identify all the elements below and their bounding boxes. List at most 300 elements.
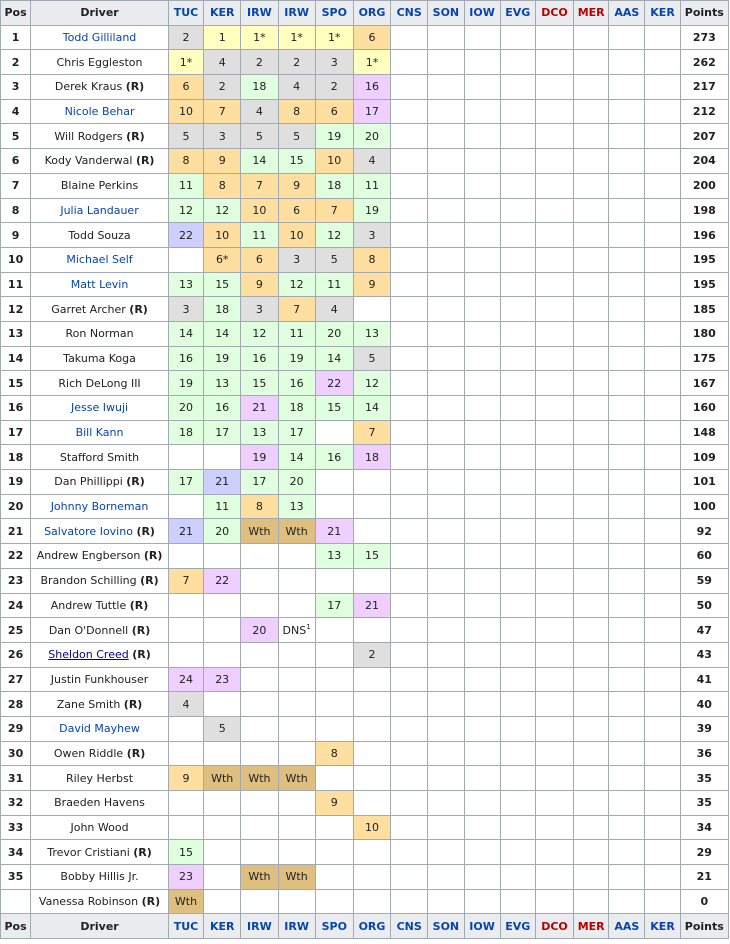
race-result-cell (645, 618, 680, 643)
race-result: 6 (182, 80, 190, 94)
race-result-cell (609, 272, 645, 297)
position-cell: 16 (1, 396, 31, 421)
race-result-cell (278, 75, 315, 100)
rookie-marker: (R) (141, 895, 161, 909)
race-result-cell (500, 741, 535, 766)
race-result-cell (168, 470, 203, 495)
race-result-cell (609, 618, 645, 643)
race-result-cell (535, 494, 573, 519)
position-cell: 27 (1, 667, 31, 692)
race-result-cell (609, 149, 645, 174)
race-result: 9 (293, 179, 301, 193)
race-result-cell (168, 297, 203, 322)
driver-name[interactable]: Nicole Behar (64, 105, 135, 119)
race-result-cell (391, 25, 428, 50)
position-cell: 30 (1, 741, 31, 766)
race-result-cell (278, 445, 315, 470)
race-result-cell (500, 75, 535, 100)
race-result-cell (204, 75, 241, 100)
race-result-cell (500, 321, 535, 346)
race-result-cell (609, 544, 645, 569)
race-result-cell (168, 791, 203, 816)
race-result-cell (168, 346, 203, 371)
header-race-irw-2[interactable]: IRW (278, 1, 315, 26)
points-cell: 41 (680, 667, 728, 692)
position-cell: 34 (1, 840, 31, 865)
race-result-cell (609, 494, 645, 519)
race-result-cell (391, 297, 428, 322)
footer-race-mer[interactable]: MER (574, 914, 609, 939)
race-result-cell (278, 124, 315, 149)
race-result: 3 (293, 253, 301, 267)
race-result-cell (645, 420, 680, 445)
footer-race-ker[interactable]: KER (204, 914, 241, 939)
race-result-cell (204, 420, 241, 445)
race-result-cell (241, 297, 278, 322)
driver-name[interactable]: Michael Self (66, 253, 133, 267)
race-result-cell (609, 593, 645, 618)
race-result-cell (574, 321, 609, 346)
race-result-cell (391, 445, 428, 470)
race-result: 19 (327, 129, 342, 143)
race-result-cell (241, 420, 278, 445)
race-result-cell (241, 75, 278, 100)
race-result: 5 (293, 129, 301, 143)
race-result-cell (464, 840, 500, 865)
race-result-cell (353, 544, 390, 569)
position-cell: 19 (1, 470, 31, 495)
race-result-cell (574, 346, 609, 371)
race-result-cell (574, 865, 609, 890)
race-result-cell (428, 173, 464, 198)
driver-name[interactable]: Todd Gilliland (62, 31, 137, 45)
driver-cell (31, 642, 169, 667)
race-result: 16 (289, 376, 304, 390)
table-row (1, 396, 729, 421)
race-result-cell (168, 396, 203, 421)
driver-name: Braeden Havens (54, 796, 145, 810)
header-race-evg[interactable]: EVG (500, 1, 535, 26)
footer-race-ker-2[interactable]: KER (645, 914, 680, 939)
footer-race-tuc[interactable]: TUC (168, 914, 203, 939)
table-row (1, 321, 729, 346)
race-result-cell (535, 124, 573, 149)
position-cell: 10 (1, 247, 31, 272)
race-result: 9 (182, 771, 190, 785)
race-result-cell (464, 791, 500, 816)
race-result-cell (645, 593, 680, 618)
driver-name: Blaine Perkins (60, 179, 139, 193)
race-result: 11 (179, 179, 193, 193)
race-result-cell (204, 247, 241, 272)
race-result-cell (353, 642, 390, 667)
table-row (1, 519, 729, 544)
header-race-iow[interactable]: IOW (464, 1, 500, 26)
points-cell: 200 (680, 173, 728, 198)
driver-name: Chris Eggleston (56, 55, 143, 69)
race-result-cell (168, 321, 203, 346)
race-result-cell (645, 889, 680, 914)
race-result-cell (315, 223, 353, 248)
race-result-cell (464, 445, 500, 470)
race-result-cell (168, 50, 203, 75)
driver-name[interactable]: Bill Kann (75, 426, 124, 440)
race-result-cell (535, 519, 573, 544)
header-race-aas[interactable]: AAS (609, 1, 645, 26)
race-result-cell (353, 791, 390, 816)
race-result-cell (278, 420, 315, 445)
table-row (1, 618, 729, 643)
race-result-cell (574, 223, 609, 248)
race-result-cell (500, 346, 535, 371)
driver-cell (31, 223, 169, 248)
race-result-cell (500, 815, 535, 840)
race-result-cell (241, 321, 278, 346)
position-cell: 28 (1, 692, 31, 717)
race-result-cell (241, 396, 278, 421)
race-result-cell (535, 618, 573, 643)
race-result-cell (204, 889, 241, 914)
race-result: 17 (252, 475, 267, 489)
race-result-cell (353, 321, 390, 346)
race-result-cell (535, 272, 573, 297)
race-result-cell (204, 297, 241, 322)
driver-name[interactable]: Julia Landauer (60, 203, 139, 217)
race-result-cell (609, 815, 645, 840)
race-result-cell (241, 593, 278, 618)
race-result-cell (464, 470, 500, 495)
race-result-cell (278, 297, 315, 322)
points-cell: 101 (680, 470, 728, 495)
race-result-cell (464, 297, 500, 322)
race-result-cell (500, 470, 535, 495)
race-result-cell (645, 865, 680, 890)
race-result-cell (464, 865, 500, 890)
race-result-cell (391, 247, 428, 272)
race-result: 22 (215, 574, 230, 588)
race-result: 3 (330, 55, 338, 69)
race-result: 16 (327, 450, 342, 464)
position-cell: 5 (1, 124, 31, 149)
race-result-cell (500, 889, 535, 914)
race-result-cell (204, 865, 241, 890)
race-result-cell (391, 321, 428, 346)
table-row (1, 272, 729, 297)
race-result-cell (204, 618, 241, 643)
race-result-cell (391, 346, 428, 371)
race-result-cell (353, 815, 390, 840)
header-race-ker-2[interactable]: KER (645, 1, 680, 26)
race-result: DNS (282, 623, 307, 637)
race-result-cell (353, 667, 390, 692)
race-result-cell (535, 396, 573, 421)
race-result-cell (609, 297, 645, 322)
race-result-cell (204, 272, 241, 297)
race-result-cell (204, 568, 241, 593)
driver-name[interactable]: Jesse Iwuji (71, 401, 129, 415)
table-row (1, 149, 729, 174)
race-result-cell (353, 75, 390, 100)
header-race-spo[interactable]: SPO (315, 1, 353, 26)
race-result-cell (391, 470, 428, 495)
header-race-ker[interactable]: KER (204, 1, 241, 26)
race-result: 13 (215, 376, 230, 390)
driver-name[interactable]: Sheldon Creed (48, 648, 129, 662)
race-result-cell (241, 247, 278, 272)
footer-race-evg[interactable]: EVG (500, 914, 535, 939)
race-result-cell (535, 741, 573, 766)
race-result: 7 (218, 105, 226, 119)
race-result-cell (204, 741, 241, 766)
driver-name: Zane Smith (56, 697, 121, 711)
table-row (1, 50, 729, 75)
race-result: 18 (215, 302, 230, 316)
header-race-son[interactable]: SON (428, 1, 464, 26)
race-result-cell (500, 766, 535, 791)
table-row (1, 247, 729, 272)
race-result-cell (241, 272, 278, 297)
race-result-cell (428, 692, 464, 717)
driver-name[interactable]: Salvatore Iovino (44, 524, 133, 538)
race-result-cell (391, 568, 428, 593)
points-cell: 167 (680, 371, 728, 396)
driver-cell (31, 840, 169, 865)
race-result-cell (204, 445, 241, 470)
race-result-cell (391, 544, 428, 569)
race-result-cell (500, 840, 535, 865)
race-result: 12 (327, 228, 342, 242)
race-result-cell (574, 642, 609, 667)
race-result-cell (500, 865, 535, 890)
race-result-cell (609, 716, 645, 741)
footer-race-aas[interactable]: AAS (609, 914, 645, 939)
race-result-cell (168, 667, 203, 692)
race-result-cell (500, 420, 535, 445)
race-result: 11 (327, 277, 342, 291)
driver-name: John Wood (70, 821, 129, 835)
points-cell: 0 (680, 889, 728, 914)
driver-name: Bobby Hillis Jr. (60, 870, 139, 884)
race-result-cell (574, 75, 609, 100)
position-cell: 35 (1, 865, 31, 890)
footer-race-dco[interactable]: DCO (535, 914, 573, 939)
race-result-cell (278, 149, 315, 174)
race-result-cell (278, 25, 315, 50)
table-row (1, 223, 729, 248)
race-result-cell (353, 716, 390, 741)
race-result-cell (168, 692, 203, 717)
race-result: 4 (368, 154, 376, 168)
driver-cell (31, 445, 169, 470)
race-result-cell (464, 618, 500, 643)
footer-race-cns[interactable]: CNS (391, 914, 428, 939)
race-result-cell (353, 149, 390, 174)
table-row (1, 297, 729, 322)
race-result-cell (391, 865, 428, 890)
points-cell: 35 (680, 791, 728, 816)
driver-cell (31, 173, 169, 198)
race-result: 24 (179, 672, 193, 686)
race-result-cell (391, 618, 428, 643)
race-result-cell (428, 321, 464, 346)
driver-name[interactable]: Matt Levin (70, 277, 129, 291)
race-result: 2 (218, 80, 226, 94)
position-cell: 13 (1, 321, 31, 346)
race-result: 8 (330, 746, 338, 760)
race-result: 20 (289, 475, 304, 489)
footer-race-spo[interactable]: SPO (315, 914, 353, 939)
race-result-cell (645, 716, 680, 741)
table-row (1, 124, 729, 149)
race-result-cell (609, 346, 645, 371)
race-result: 5 (218, 722, 226, 736)
race-result-cell (535, 692, 573, 717)
driver-name: Derek Kraus (54, 80, 123, 94)
header-pos: Pos (1, 1, 31, 26)
header-race-org[interactable]: ORG (353, 1, 390, 26)
race-result-cell (574, 25, 609, 50)
race-result-cell (278, 568, 315, 593)
race-result-cell (278, 371, 315, 396)
header-race-cns[interactable]: CNS (391, 1, 428, 26)
race-result-cell (500, 198, 535, 223)
race-result-cell (464, 371, 500, 396)
table-row (1, 791, 729, 816)
race-result-cell (428, 642, 464, 667)
race-result: 6* (215, 253, 229, 267)
race-result-cell (278, 346, 315, 371)
race-result-cell (428, 593, 464, 618)
driver-name[interactable]: Johnny Borneman (50, 500, 149, 514)
race-result-cell (278, 815, 315, 840)
race-result: 3 (255, 302, 263, 316)
header-race-irw[interactable]: IRW (241, 1, 278, 26)
race-result-cell (464, 889, 500, 914)
race-result: 21 (252, 401, 267, 415)
race-result-cell (315, 865, 353, 890)
race-result-cell (278, 470, 315, 495)
race-result: 14 (327, 351, 342, 365)
race-result: 13 (365, 327, 379, 341)
driver-cell (31, 593, 169, 618)
header-race-dco[interactable]: DCO (535, 1, 573, 26)
position-cell: 3 (1, 75, 31, 100)
race-result-cell (391, 716, 428, 741)
race-result-cell (535, 297, 573, 322)
footer-pos: Pos (1, 914, 31, 939)
race-result: 19 (365, 203, 379, 217)
race-result-cell (315, 568, 353, 593)
race-result-cell (315, 667, 353, 692)
race-result-cell (500, 173, 535, 198)
footer-race-org[interactable]: ORG (353, 914, 390, 939)
race-result-cell (500, 371, 535, 396)
race-result-cell (500, 272, 535, 297)
footer-race-iow[interactable]: IOW (464, 914, 500, 939)
race-result-cell (204, 50, 241, 75)
footer-row (1, 914, 729, 939)
race-result-cell (278, 593, 315, 618)
race-result-cell (645, 272, 680, 297)
race-result-cell (428, 519, 464, 544)
race-result-cell (428, 568, 464, 593)
race-result-cell (278, 99, 315, 124)
table-row (1, 692, 729, 717)
race-result-cell (645, 815, 680, 840)
footnote-reference[interactable]: 1 (306, 622, 311, 631)
footer-race-irw-2[interactable]: IRW (278, 914, 315, 939)
race-result-cell (241, 840, 278, 865)
race-result-cell (315, 470, 353, 495)
header-race-tuc[interactable]: TUC (168, 1, 203, 26)
race-result-cell (574, 766, 609, 791)
header-race-mer[interactable]: MER (574, 1, 609, 26)
race-result-cell (574, 692, 609, 717)
table-row (1, 815, 729, 840)
race-result-cell (168, 519, 203, 544)
race-result: 18 (252, 80, 267, 94)
race-result-cell (645, 223, 680, 248)
race-result-cell (609, 766, 645, 791)
position-cell (1, 889, 31, 914)
race-result-cell (391, 223, 428, 248)
race-result-cell (278, 716, 315, 741)
race-result-cell (204, 173, 241, 198)
position-cell: 22 (1, 544, 31, 569)
race-result-cell (428, 371, 464, 396)
driver-cell (31, 667, 169, 692)
points-cell: 35 (680, 766, 728, 791)
race-result-cell (168, 272, 203, 297)
table-row (1, 568, 729, 593)
race-result: 5 (368, 351, 376, 365)
race-result: 1* (328, 31, 341, 45)
race-result-cell (464, 815, 500, 840)
race-result-cell (353, 470, 390, 495)
race-result: 2 (182, 31, 190, 45)
race-result-cell (168, 371, 203, 396)
table-row (1, 494, 729, 519)
race-result-cell (535, 75, 573, 100)
race-result-cell (645, 75, 680, 100)
driver-name: Brandon Schilling (40, 574, 137, 588)
race-result-cell (574, 889, 609, 914)
race-result-cell (241, 544, 278, 569)
race-result-cell (315, 494, 353, 519)
race-result: 5 (255, 129, 263, 143)
race-result-cell (609, 223, 645, 248)
race-result-cell (500, 593, 535, 618)
position-cell: 20 (1, 494, 31, 519)
race-result-cell (241, 198, 278, 223)
footer-race-son[interactable]: SON (428, 914, 464, 939)
position-cell: 25 (1, 618, 31, 643)
race-result: 7 (368, 426, 376, 440)
points-cell: 39 (680, 716, 728, 741)
driver-cell (31, 99, 169, 124)
race-result-cell (391, 840, 428, 865)
driver-name[interactable]: David Mayhew (59, 722, 140, 736)
race-result: 19 (179, 376, 193, 390)
points-cell: 100 (680, 494, 728, 519)
race-result-cell (204, 371, 241, 396)
race-result-cell (500, 50, 535, 75)
race-result-cell (168, 865, 203, 890)
footer-race-irw[interactable]: IRW (241, 914, 278, 939)
race-result-cell (241, 371, 278, 396)
table-row (1, 346, 729, 371)
points-cell: 196 (680, 223, 728, 248)
